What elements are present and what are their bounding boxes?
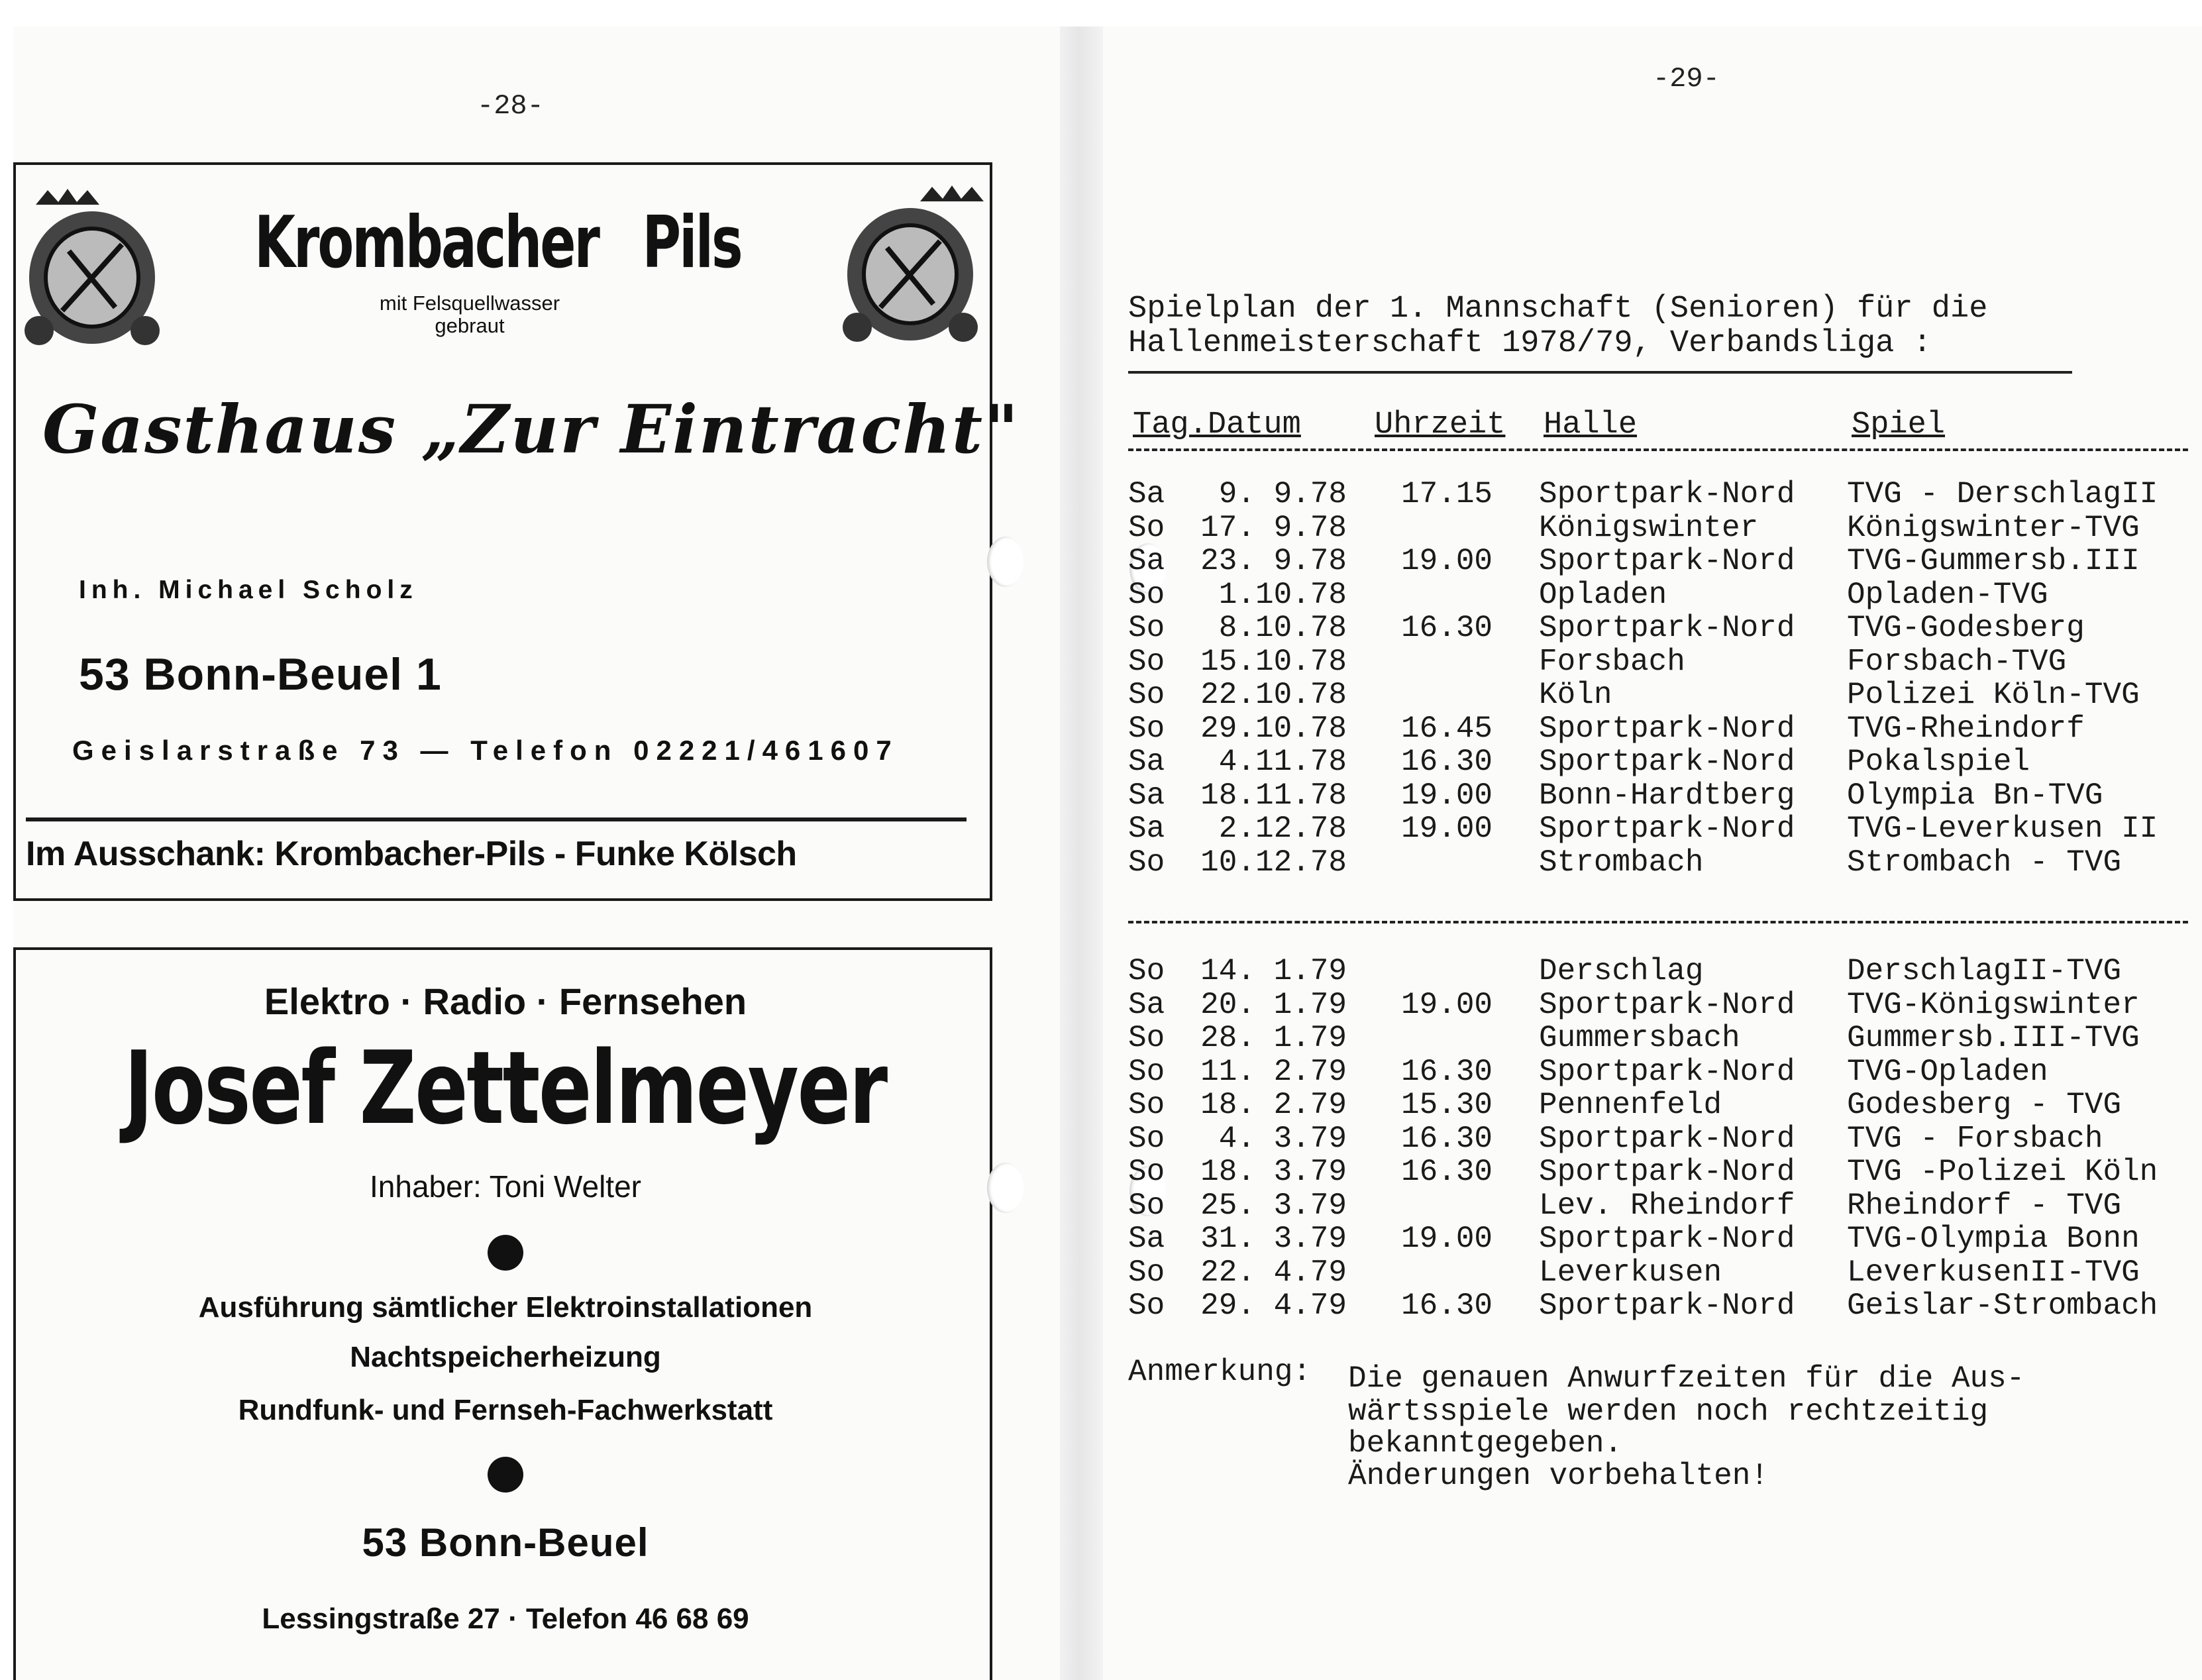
day-cell: So bbox=[1128, 611, 1165, 645]
date-cell: 22.10.78 bbox=[1200, 678, 1347, 712]
time-cell: 16.30 bbox=[1401, 1054, 1493, 1089]
game-cell: Opladen-TVG bbox=[1847, 577, 2048, 612]
date-cell: 18.11.78 bbox=[1200, 778, 1347, 813]
schedule-row bbox=[1128, 1088, 2201, 1121]
right-page bbox=[1103, 26, 2202, 1680]
crest-icon bbox=[16, 178, 168, 357]
note-label: Anmerkung: bbox=[1128, 1355, 1312, 1389]
date-cell: 4.11.78 bbox=[1218, 745, 1347, 779]
hall-cell: Sportpark-Nord bbox=[1539, 711, 1795, 746]
ad2-address: Lessingstraße 27 · Telefon 46 68 69 bbox=[262, 1602, 749, 1635]
game-cell: Geislar-Strombach bbox=[1847, 1288, 2158, 1323]
brand-tagline bbox=[360, 292, 579, 337]
date-cell: 23. 9.78 bbox=[1200, 544, 1347, 578]
time-cell: 19.00 bbox=[1401, 1222, 1493, 1256]
game-cell: Gummersb.III-TVG bbox=[1847, 1021, 2140, 1055]
ad2-city: 53 Bonn-Beuel bbox=[362, 1520, 649, 1565]
schedule-row bbox=[1128, 1155, 2201, 1188]
hall-cell: Sportpark-Nord bbox=[1539, 477, 1795, 511]
day-cell: Sa bbox=[1128, 812, 1165, 846]
schedule-row bbox=[1128, 778, 2201, 812]
page-gutter bbox=[1060, 26, 1103, 1680]
time-cell: 15.30 bbox=[1401, 1088, 1493, 1122]
schedule-row bbox=[1128, 1222, 2201, 1255]
date-cell: 1.10.78 bbox=[1218, 577, 1347, 612]
hall-cell: Sportpark-Nord bbox=[1539, 745, 1795, 779]
krombacher-ad bbox=[13, 162, 1020, 901]
brand-pils: Pils bbox=[642, 201, 741, 284]
time-cell: 19.00 bbox=[1401, 812, 1493, 846]
gasthaus-address: Geislarstraße 73 — Telefon 02221/461607 bbox=[72, 735, 899, 766]
day-cell: So bbox=[1128, 1054, 1165, 1089]
day-cell: Sa bbox=[1128, 544, 1165, 578]
hall-cell: Sportpark-Nord bbox=[1539, 544, 1795, 578]
schedule-row bbox=[1128, 1255, 2201, 1288]
date-cell: 14. 1.79 bbox=[1200, 954, 1347, 988]
time-cell: 16.30 bbox=[1401, 1121, 1493, 1156]
header-uhrzeit: Uhrzeit bbox=[1375, 407, 1506, 443]
title-rule bbox=[1128, 371, 2072, 374]
day-cell: Sa bbox=[1128, 1222, 1165, 1256]
game-cell: Königswinter-TVG bbox=[1847, 510, 2140, 545]
ad2-service-2: Nachtspeicherheizung bbox=[350, 1341, 661, 1373]
hall-cell: Königswinter bbox=[1539, 510, 1759, 545]
schedule-row bbox=[1128, 1188, 2201, 1222]
punch-hole bbox=[987, 1163, 1024, 1213]
game-cell: Polizei Köln-TVG bbox=[1847, 678, 2140, 712]
day-cell: Sa bbox=[1128, 987, 1165, 1022]
ad2-service-1: Ausführung sämtlicher Elektroinstallationen bbox=[198, 1291, 813, 1324]
zettelmeyer-ad bbox=[13, 947, 992, 1680]
schedule-row bbox=[1128, 711, 2201, 745]
time-cell: 16.45 bbox=[1401, 711, 1493, 746]
time-cell: 19.00 bbox=[1401, 778, 1493, 813]
hall-cell: Lev. Rheindorf bbox=[1539, 1188, 1795, 1223]
date-cell: 28. 1.79 bbox=[1200, 1021, 1347, 1055]
game-cell: Pokalspiel bbox=[1847, 745, 2030, 779]
hall-cell: Sportpark-Nord bbox=[1539, 1222, 1795, 1256]
hall-cell: Opladen bbox=[1539, 577, 1667, 612]
date-cell: 18. 3.79 bbox=[1200, 1155, 1347, 1189]
day-cell: So bbox=[1128, 1121, 1165, 1156]
bullet-dot-icon bbox=[488, 1235, 523, 1271]
divider bbox=[26, 817, 967, 821]
schedule-row bbox=[1128, 645, 2201, 678]
day-cell: So bbox=[1128, 1255, 1165, 1290]
game-cell: Strombach - TVG bbox=[1847, 845, 2122, 880]
game-cell: TVG-Godesberg bbox=[1847, 611, 2085, 645]
hall-cell: Sportpark-Nord bbox=[1539, 1054, 1795, 1089]
date-cell: 17. 9.78 bbox=[1200, 510, 1347, 545]
ad2-category: Elektro · Radio · Fernsehen bbox=[264, 980, 747, 1022]
date-cell: 9. 9.78 bbox=[1218, 477, 1347, 511]
day-cell: So bbox=[1128, 1021, 1165, 1055]
game-cell: TVG -Polizei Köln bbox=[1847, 1155, 2158, 1189]
hall-cell: Derschlag bbox=[1539, 954, 1704, 988]
hall-cell: Sportpark-Nord bbox=[1539, 1155, 1795, 1189]
time-cell: 16.30 bbox=[1401, 1288, 1493, 1323]
game-cell: TVG-Opladen bbox=[1847, 1054, 2048, 1089]
game-cell: TVG-Rheindorf bbox=[1847, 711, 2085, 746]
time-cell: 19.00 bbox=[1401, 987, 1493, 1022]
note-line-4: Änderungen vorbehalten! bbox=[1348, 1459, 1769, 1493]
bullet-dot-icon bbox=[488, 1457, 523, 1493]
day-cell: So bbox=[1128, 678, 1165, 712]
game-cell: Godesberg - TVG bbox=[1847, 1088, 2122, 1122]
day-cell: So bbox=[1128, 577, 1165, 612]
punch-hole bbox=[987, 537, 1024, 587]
schedule-row bbox=[1128, 745, 2201, 778]
schedule-row bbox=[1128, 477, 2201, 510]
schedule-row bbox=[1128, 845, 2201, 878]
time-cell: 17.15 bbox=[1401, 477, 1493, 511]
schedule-title-line-2: Hallenmeisterschaft 1978/79, Verbandsliga : bbox=[1128, 326, 1932, 361]
hall-cell: Sportpark-Nord bbox=[1539, 812, 1795, 846]
day-cell: So bbox=[1128, 1088, 1165, 1122]
time-cell: 16.30 bbox=[1401, 611, 1493, 645]
date-cell: 20. 1.79 bbox=[1200, 987, 1347, 1022]
game-cell: TVG-Olympia Bonn bbox=[1847, 1222, 2140, 1256]
date-cell: 4. 3.79 bbox=[1218, 1121, 1347, 1156]
day-cell: So bbox=[1128, 711, 1165, 746]
hall-cell: Sportpark-Nord bbox=[1539, 1121, 1795, 1156]
hall-cell: Bonn-Hardtberg bbox=[1539, 778, 1795, 813]
game-cell: TVG - DerschlagII bbox=[1847, 477, 2158, 511]
gasthaus-city: 53 Bonn-Beuel 1 bbox=[79, 649, 442, 700]
date-cell: 31. 3.79 bbox=[1200, 1222, 1347, 1256]
header-dash-rule bbox=[1128, 448, 2188, 451]
schedule-row bbox=[1128, 578, 2201, 611]
ausschank-line: Im Ausschank: Krombacher-Pils - Funke Kölsch bbox=[26, 835, 797, 873]
date-cell: 8.10.78 bbox=[1218, 611, 1347, 645]
game-cell: TVG-Gummersb.III bbox=[1847, 544, 2140, 578]
header-halle: Halle bbox=[1544, 407, 1638, 443]
header-spiel: Spiel bbox=[1852, 407, 1946, 443]
ad2-company-name: Josef Zettelmeyer bbox=[124, 1029, 887, 1147]
half-season-dash-rule bbox=[1128, 921, 2188, 923]
hall-cell: Leverkusen bbox=[1539, 1255, 1722, 1290]
brand-name: Krombacher bbox=[254, 201, 598, 284]
date-cell: 25. 3.79 bbox=[1200, 1188, 1347, 1223]
time-cell: 16.30 bbox=[1401, 1155, 1493, 1189]
date-cell: 29. 4.79 bbox=[1200, 1288, 1347, 1323]
day-cell: So bbox=[1128, 510, 1165, 545]
note-line-2: wärtsspiele werden noch rechtzeitig bbox=[1348, 1394, 1989, 1429]
day-cell: Sa bbox=[1128, 477, 1165, 511]
schedule-row bbox=[1128, 1055, 2201, 1088]
date-cell: 10.12.78 bbox=[1200, 845, 1347, 880]
ad2-inhaber: Inhaber: Toni Welter bbox=[370, 1169, 641, 1204]
schedule-row bbox=[1128, 1021, 2201, 1054]
schedule-row bbox=[1128, 988, 2201, 1021]
hall-cell: Sportpark-Nord bbox=[1539, 1288, 1795, 1323]
schedule-row bbox=[1128, 812, 2201, 845]
gasthaus-owner: Inh. Michael Scholz bbox=[79, 576, 418, 604]
schedule-row bbox=[1128, 678, 2201, 711]
tagline-line-1: mit Felsquellwasser bbox=[379, 291, 560, 315]
schedule-row bbox=[1128, 954, 2201, 987]
schedule-row bbox=[1128, 1288, 2201, 1322]
date-cell: 11. 2.79 bbox=[1200, 1054, 1347, 1089]
crest-icon bbox=[834, 175, 986, 354]
schedule-row bbox=[1128, 611, 2201, 644]
hall-cell: Forsbach bbox=[1539, 644, 1685, 679]
game-cell: DerschlagII-TVG bbox=[1847, 954, 2122, 988]
left-page bbox=[13, 26, 1060, 1680]
day-cell: So bbox=[1128, 644, 1165, 679]
schedule-row bbox=[1128, 1122, 2201, 1155]
date-cell: 15.10.78 bbox=[1200, 644, 1347, 679]
day-cell: Sa bbox=[1128, 745, 1165, 779]
game-cell: TVG - Forsbach bbox=[1847, 1121, 2103, 1156]
day-cell: So bbox=[1128, 1188, 1165, 1223]
day-cell: Sa bbox=[1128, 778, 1165, 813]
day-cell: So bbox=[1128, 845, 1165, 880]
hall-cell: Sportpark-Nord bbox=[1539, 611, 1795, 645]
day-cell: So bbox=[1128, 954, 1165, 988]
date-cell: 18. 2.79 bbox=[1200, 1088, 1347, 1122]
hall-cell: Strombach bbox=[1539, 845, 1704, 880]
hall-cell: Pennenfeld bbox=[1539, 1088, 1722, 1122]
hall-cell: Köln bbox=[1539, 678, 1612, 712]
note-line-1: Die genauen Anwurfzeiten für die Aus- bbox=[1348, 1361, 2025, 1396]
note-line-3: bekanntgegeben. bbox=[1348, 1426, 1623, 1461]
schedule-row bbox=[1128, 544, 2201, 577]
date-cell: 22. 4.79 bbox=[1200, 1255, 1347, 1290]
schedule-title-line-1: Spielplan der 1. Mannschaft (Senioren) für die bbox=[1128, 291, 1988, 327]
gasthaus-name: Gasthaus „Zur Eintracht" bbox=[42, 390, 1020, 468]
game-cell: Forsbach-TVG bbox=[1847, 644, 2067, 679]
page-number-right: -29- bbox=[1653, 63, 1720, 95]
game-cell: TVG-Königswinter bbox=[1847, 987, 2140, 1022]
time-cell: 19.00 bbox=[1401, 544, 1493, 578]
ad2-service-3: Rundfunk- und Fernseh-Fachwerkstatt bbox=[238, 1394, 773, 1426]
hall-cell: Sportpark-Nord bbox=[1539, 987, 1795, 1022]
game-cell: Olympia Bn-TVG bbox=[1847, 778, 2103, 813]
day-cell: So bbox=[1128, 1288, 1165, 1323]
time-cell: 16.30 bbox=[1401, 745, 1493, 779]
day-cell: So bbox=[1128, 1155, 1165, 1189]
krombacher-brand bbox=[254, 201, 741, 284]
hall-cell: Gummersbach bbox=[1539, 1021, 1740, 1055]
game-cell: Rheindorf - TVG bbox=[1847, 1188, 2122, 1223]
game-cell: LeverkusenII-TVG bbox=[1847, 1255, 2140, 1290]
page-number-left: -28- bbox=[477, 90, 544, 122]
schedule-row bbox=[1128, 511, 2201, 544]
tagline-line-2: gebraut bbox=[435, 314, 505, 337]
date-cell: 2.12.78 bbox=[1218, 812, 1347, 846]
header-tag-datum: Tag.Datum bbox=[1133, 407, 1301, 443]
date-cell: 29.10.78 bbox=[1200, 711, 1347, 746]
game-cell: TVG-Leverkusen II bbox=[1847, 812, 2158, 846]
